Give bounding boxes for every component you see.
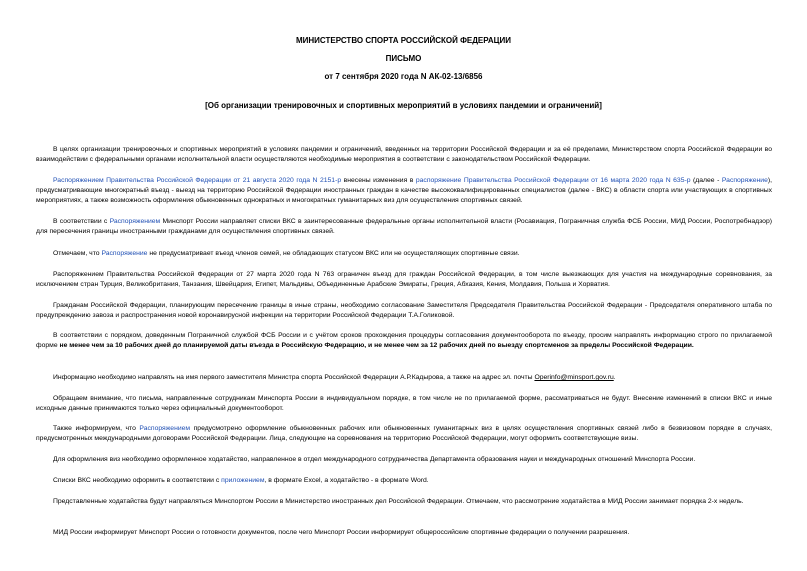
link-decree[interactable]: Распоряжением bbox=[139, 425, 191, 432]
paragraph-2-text-1: внесены изменения в bbox=[341, 177, 416, 184]
paragraph-3-text-2: Минспорт России направляет списки ВКС в заинтересованные федеральные органы исполнительной власти (Росавиация, Пограничная служба ФСБ России, МИД России, Роспотребнадзор) для пересечения границы иностранными гражданами для осуществления спортивных связей. bbox=[36, 218, 773, 236]
link-decree-short[interactable]: Распоряжение bbox=[721, 177, 768, 184]
paragraph-1: В целях организации тренировочных и спортивных мероприятий в условиях пандемии и ограничений, введенных на территории Российской Федерации и за её пределами, Министерством спорта Российской Федерации во взаимодействии с федеральными органами исполнительной власти осуществляются необходимые мероприятия в соответствии с законодательством Российской Федерации. bbox=[36, 146, 772, 164]
paragraph-4-text-2: не предусматривает въезд членов семей, не обладающих статусом ВКС или не осуществляющих спортивные связи. bbox=[147, 250, 520, 257]
paragraph-12 bbox=[36, 476, 772, 486]
paragraph-8 bbox=[36, 373, 772, 383]
paragraph-5: Распоряжением Правительства Российской Федерации от 27 марта 2020 года N 763 ограничен въезд для граждан Российской Федерации, в том числе выезжающих для участия на международные соревнования, за исключением стран Турция, Великобритания, Танзания, Швейцария, Египет, Мальдивы, Объединенные Арабские Эмираты, Греция, Абхазия, Кения, Молдавия, Польша и Хорватия. bbox=[36, 271, 772, 289]
paragraph-6: Гражданам Российской Федерации, планирующим пересечение границы в иные страны, необходимо согласование Заместителя Председателя Правительства Российской Федерации - Председателя оперативного штаба по предупреждению завоза и распространения новой коронавирусной инфекции на территории Российской Федерации Т.А.Голиковой. bbox=[36, 302, 772, 320]
link-decree[interactable]: Распоряжением bbox=[109, 218, 161, 225]
link-decree-635[interactable]: распоряжение Правительства Российской Федерации от 16 марта 2020 года N 635-р bbox=[415, 177, 691, 184]
email-link[interactable]: Operinfo@minsport.gov.ru bbox=[534, 374, 614, 381]
paragraph-10 bbox=[36, 424, 772, 444]
paragraph-14: МИД России информирует Минспорт России о готовности документов, после чего Минспорт России информирует общероссийские спортивные федерации о получении разрешения. bbox=[53, 529, 630, 536]
paragraph-3 bbox=[36, 217, 772, 237]
paragraph-2 bbox=[36, 176, 772, 207]
document-subject: [Об организации тренировочных и спортивных мероприятий в условиях пандемии и ограничений] bbox=[205, 101, 602, 110]
paragraph-10-text-2: предусмотрено оформление обыкновенных рабочих или обыкновенных гуманитарных виз в целях осуществления спортивных связей либо в безвизовом порядке в случаях, предусмотренных международными договорами Российской Федерации. Лица, следующие на соревнования на территорию Российской Федерации, могут оформить соответствующие визы. bbox=[36, 425, 772, 443]
paragraph-7-text-1: В соответствии с порядком, доведенным Пограничной службой ФСБ России и с учётом сроков прохождения процедуры согласования документооборота по въезду, просим направлять информацию строго по прилагаемой форме bbox=[36, 332, 772, 350]
paragraph-2-text-2: (далее - bbox=[690, 177, 722, 184]
document-type: ПИСЬМО bbox=[385, 54, 422, 63]
paragraph-9: Обращаем внимание, что письма, направленные сотрудникам Минспорта России в индивидуальном порядке, в том числе не по прилагаемой форме, рассматриваться не будут. Внесение изменений в списки ВКС и иные исходные данные принимаются только через официальный документооборот. bbox=[36, 395, 772, 413]
ministry-heading: МИНИСТЕРСТВО СПОРТА РОССИЙСКОЙ ФЕДЕРАЦИИ bbox=[295, 36, 512, 45]
link-decree[interactable]: Распоряжение bbox=[101, 250, 148, 257]
paragraph-7-bold: не менее чем за 10 рабочих дней до планируемой даты въезда в Российскую Федерацию, и не менее чем за 12 рабочих дней по выезду спортсменов за пределы Российской Федерации. bbox=[59, 342, 694, 350]
paragraph-8-text-2: . bbox=[613, 374, 616, 381]
link-decree-2151[interactable]: Распоряжением Правительства Российской Федерации от 21 августа 2020 года N 2151-р bbox=[53, 177, 342, 184]
paragraph-12-text-1: Списки ВКС необходимо оформить в соответствии с bbox=[53, 477, 222, 484]
paragraph-10-text-1: Также информируем, что bbox=[53, 425, 140, 432]
link-appendix[interactable]: приложением bbox=[221, 477, 265, 484]
paragraph-4-text-1: Отмечаем, что bbox=[53, 250, 102, 257]
paragraph-7 bbox=[36, 331, 772, 351]
paragraph-3-text-1: В соответствии с bbox=[53, 218, 110, 225]
paragraph-12-text-2: , в формате Excel, а ходатайство - в формате Word. bbox=[264, 477, 429, 484]
document-date-number: от 7 сентября 2020 года N АК-02-13/6856 bbox=[324, 72, 483, 81]
paragraph-8-text-1: Информацию необходимо направлять на имя первого заместителя Министра спорта Российской Федерации А.Р.Кадырова, а также на адрес эл. почты bbox=[53, 374, 535, 381]
paragraph-13: Представленные ходатайства будут направляться Минспортом России в Министерство иностранных дел Российской Федерации. Отмечаем, что рассмотрение ходатайства в МИД России занимает порядка 2-х недель. bbox=[53, 498, 744, 505]
paragraph-11: Для оформления виз необходимо оформленное ходатайство, направленное в отдел международного сотрудничества Департамента образования науки и международных отношений Минспорта России. bbox=[53, 456, 696, 463]
paragraph-4 bbox=[36, 249, 772, 259]
paragraph-2-text-3: ), предусматривающие многократный въезд - выезд на территорию Российской Федерации иностранных граждан в качестве высококвалифицированных специалистов (далее - ВКС) в области спорта или участвующих в спортивных мероприятиях, а также возможность оформления обыкновенных однократных и многократных гуманитарных виз для осуществления спортивных связей. bbox=[36, 177, 773, 205]
